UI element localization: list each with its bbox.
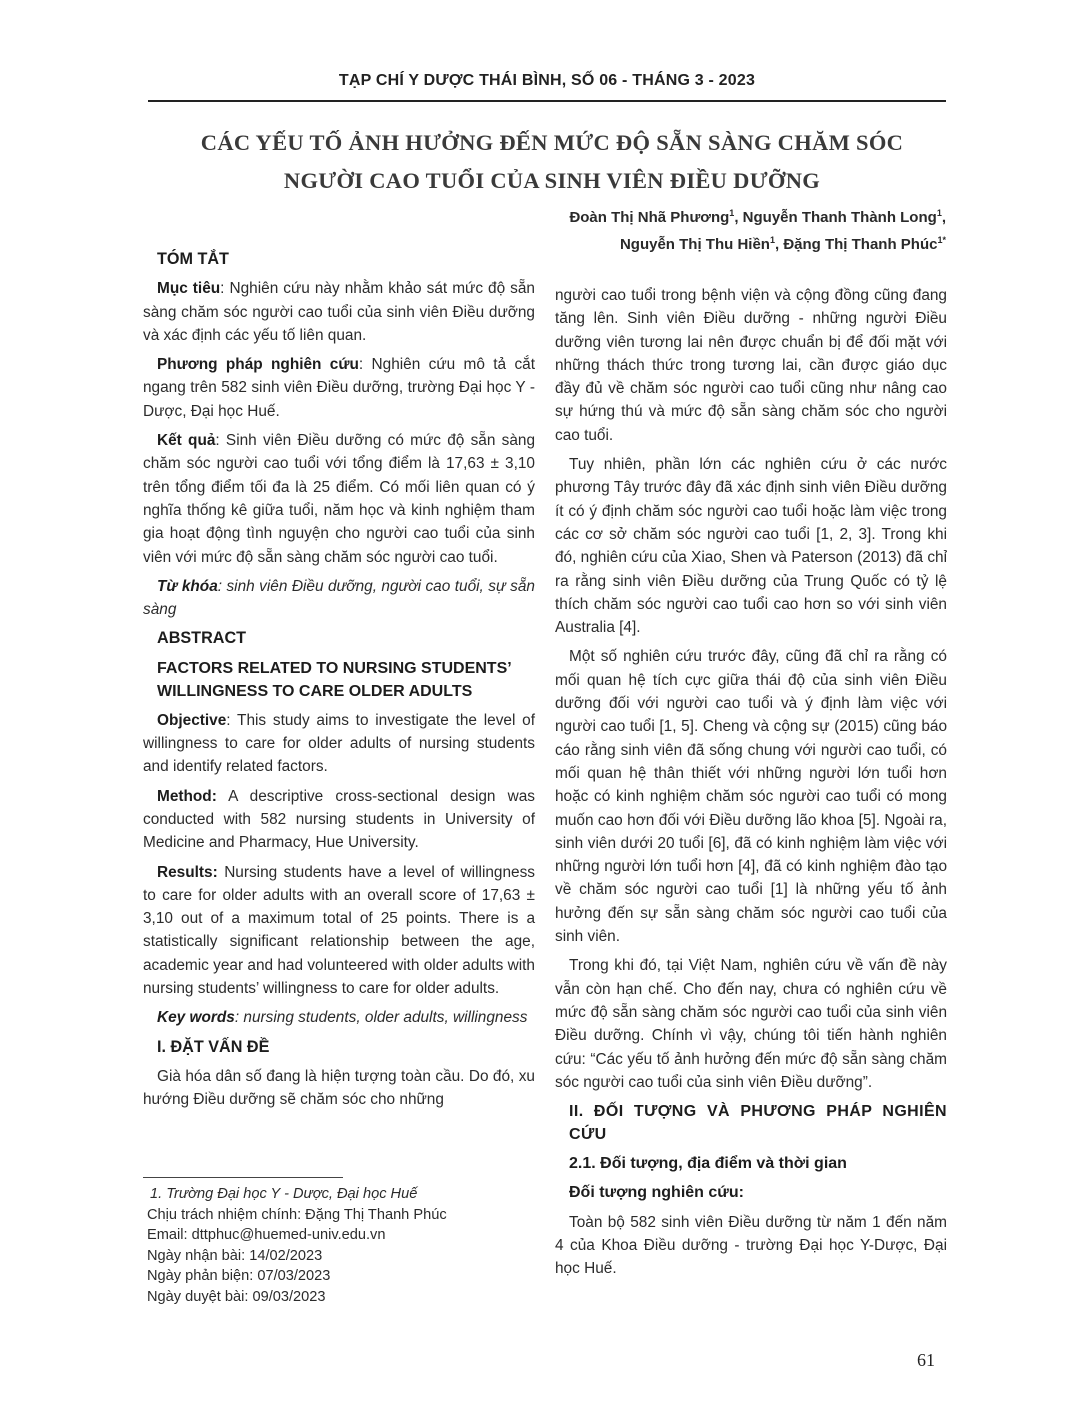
footnote-received: Ngày nhận bài: 14/02/2023 (147, 1247, 323, 1264)
results-label-en: Results: (157, 863, 218, 881)
section-1-paragraph-2: Tuy nhiên, phần lớn các nghiên cứu ở các nước phương Tây trước đây đã xác định sinh viên Điều dưỡng ít có ý định chăm sóc người cao tuổi hoặc làm việc trong các cơ sở chăm sóc người cao tuổi [1, 2, 3]. Trong khi đó, nghiên cứu của Xiao, Shen và Paterson (2013) đã chỉ ra rằng sinh viên Điều dưỡng của Trung Quốc có tỷ lệ thích chăm sóc người cao tuổi cao hơn so với sinh viên Australia [4]. (555, 456, 947, 637)
section-2-heading: II. ĐỐI TƯỢNG VÀ PHƯƠNG PHÁP NGHIÊN CỨU (569, 1103, 947, 1144)
tomtat-method (143, 353, 535, 423)
keywords-label: Từ khóa (157, 577, 218, 595)
method-label: Phương pháp nghiên cứu (157, 356, 359, 374)
article-title (148, 124, 956, 200)
author-separator: , (774, 236, 784, 253)
keywords-text: : sinh viên Điều dưỡng, người cao tuổi, sự sẵn sàng (143, 577, 535, 619)
author-separator: , (734, 209, 743, 226)
footnote-rule (143, 1177, 343, 1178)
tomtat-keywords (143, 575, 535, 622)
keywords-text-en: : nursing students, older adults, willingness (234, 1009, 528, 1027)
abstract-method (143, 785, 535, 855)
author-name: Nguyễn Thị Thu Hiền (619, 236, 770, 253)
results-label: Kết quả (157, 432, 216, 450)
footnote-responsible: Chịu trách nhiệm chính: Đặng Thị Thanh Phúc (147, 1206, 447, 1223)
title-line-2: NGƯỜI CAO TUỔI CỦA SINH VIÊN ĐIỀU DƯỠNG (283, 168, 821, 193)
author-name: Đoàn Thị Nhã Phương (569, 209, 730, 226)
method-label-en: Method: (157, 787, 217, 805)
section-1-paragraph-4: Trong khi đó, tại Việt Nam, nghiên cứu về vấn đề này vẫn còn hạn chế. Cho đến nay, chưa có nghiên cứu về mức độ sẵn sàng chăm sóc người cao tuổi của sinh viên Điều dưỡng. Chính vì vậy, chúng tôi tiến hành nghiên cứu: “Các yếu tố ảnh hưởng đến mức độ sẵn sàng chăm sóc người cao tuổi của sinh viên Điều dưỡng”. (555, 957, 947, 1091)
author-name: Đặng Thị Thanh Phúc (783, 236, 938, 253)
objective-text-en: : This study aims to investigate the level of willingness to care for older adults of nursing students and identify related factors. (143, 711, 535, 776)
author-separator: , (941, 209, 946, 226)
page-number: 61 (917, 1350, 935, 1370)
tomtat-results (143, 429, 535, 569)
author-affiliation: 1 (729, 208, 735, 218)
author-affiliation: 1 (936, 208, 942, 218)
method-text-en: A descriptive cross-sectional design was conducted with 582 nursing students in University of Medicine and Pharmacy, Hue University. (143, 787, 535, 852)
author-list (569, 202, 946, 256)
footnotes (147, 1184, 537, 1308)
objective-label-en: Objective (157, 711, 227, 729)
tomtat-heading: TÓM TẮT (157, 250, 229, 268)
author-name: Nguyễn Thanh Thành Long (742, 209, 937, 226)
footnote-email: Email: dttphuc@huemed-univ.edu.vn (147, 1227, 386, 1244)
left-column (143, 248, 535, 1118)
results-text-en: Nursing students have a level of willingness to care for older adults with an overall score of 17,63 ± 3,10 out of a maximum total of 25 points. There is a statistically significant relationship between the age, academic year and had volunteered with older adults with nursing students’ willingness to care for older adults. (143, 863, 535, 998)
author-affiliation: 1* (937, 235, 946, 245)
section-1-paragraph-1: Già hóa dân số đang là hiện tượng toàn cầu. Do đó, xu hướng Điều dưỡng sẽ chăm sóc cho những (143, 1067, 535, 1109)
abstract-title: FACTORS RELATED TO NURSING STUDENTS’ WILLINGNESS TO CARE OLDER ADULTS (157, 659, 511, 700)
section-1-heading: I. ĐẶT VẤN ĐỀ (157, 1037, 270, 1056)
journal-header: TẠP CHÍ Y DƯỢC THÁI BÌNH, SỐ 06 - THÁNG 3 - 2023 (338, 72, 756, 89)
footnote-institution: 1. Trường Đại học Y - Dược, Đại học Huế (150, 1186, 418, 1202)
keywords-label-en: Key words (157, 1009, 235, 1027)
footnote-accepted: Ngày duyệt bài: 09/03/2023 (147, 1288, 326, 1305)
right-column (555, 284, 947, 1287)
author-line-2 (569, 229, 946, 256)
title-line-1: CÁC YẾU TỐ ẢNH HƯỞNG ĐẾN MỨC ĐỘ SẴN SÀNG CHĂM SÓC (200, 130, 904, 155)
method-text: : Nghiên cứu mô tả cắt ngang trên 582 sinh viên Điều dưỡng, trường Đại học Y - Dược, Đại học Huế. (143, 356, 535, 420)
author-affiliation: 1 (769, 235, 775, 245)
abstract-heading: ABSTRACT (157, 629, 247, 648)
footnote-reviewed: Ngày phản biện: 07/03/2023 (147, 1268, 331, 1285)
subsection-participants-heading: Đối tượng nghiên cứu: (569, 1184, 744, 1202)
abstract-objective (143, 709, 535, 779)
tomtat-objective (143, 277, 535, 347)
section-1-paragraph-3: Một số nghiên cứu trước đây, cũng đã chỉ ra rằng có mối quan hệ tích cực giữa thái độ của sinh viên Điều dưỡng đối với người cao tuổi và ý định làm việc với người cao tuổi [1, 5]. Cheng và cộng sự (2015) cũng báo cáo rằng sinh viên đã sống chung với người cao tuổi, có mối quan hệ thân thiết với những người lớn tuổi hơn hoặc có kinh nghiệm chăm sóc người cao tuổi có mong muốn cao hơn đối với Điều dưỡng lão khoa [5]. Ngoài ra, sinh viên dưới 20 tuổi [6], đã có kinh nghiệm làm việc với những người lớn tuổi hơn [4], đã có kinh nghiệm đào tạo về chăm sóc người cao tuổi [1] là những yếu tố ảnh hưởng đến sự sẵn sàng chăm sóc người cao tuổi của sinh viên. (555, 648, 947, 946)
objective-label: Mục tiêu (157, 280, 221, 298)
abstract-results (143, 861, 535, 1001)
subsection-2-1-heading: 2.1. Đối tượng, địa điểm và thời gian (569, 1155, 847, 1173)
results-text: : Sinh viên Điều dưỡng có mức độ sẵn sàng chăm sóc người cao tuổi với tổng điểm là 17,63 ± 3,10 trên tổng điểm tối đa là 25 điểm. Có mối liên quan có ý nghĩa thống kê giữa tuổi, năm học và kinh nghiệm tham gia hoạt động tình nguyện cho người cao tuổi của sinh viên với mức độ sẵn sàng chăm sóc người cao tuổi. (143, 432, 536, 566)
header-rule (148, 100, 946, 102)
section-2-paragraph-1: Toàn bộ 582 sinh viên Điều dưỡng từ năm 1 đến năm 4 của Khoa Điều dưỡng - trường Đại học Y-Dược, Đại học Huế. (555, 1213, 947, 1278)
abstract-keywords (143, 1006, 535, 1029)
author-line-1 (569, 202, 946, 229)
section-1-paragraph-1-continued: người cao tuổi trong bệnh viện và cộng đồng cũng đang tăng lên. Sinh viên Điều dưỡng - những người Điều dưỡng viên tương lai nên được chuẩn bị để đối mặt với những thách thức trong tương lai, cần được giáo dục đầy đủ về chăm sóc người cao tuổi cũng như nâng cao sự hứng thú và mức độ sẵn sàng chăm sóc cho người cao tuổi. (555, 287, 947, 444)
objective-text: : Nghiên cứu này nhằm khảo sát mức độ sẵn sàng chăm sóc người cao tuổi của sinh viên Điều dưỡng và xác định các yếu tố liên quan. (143, 280, 535, 344)
